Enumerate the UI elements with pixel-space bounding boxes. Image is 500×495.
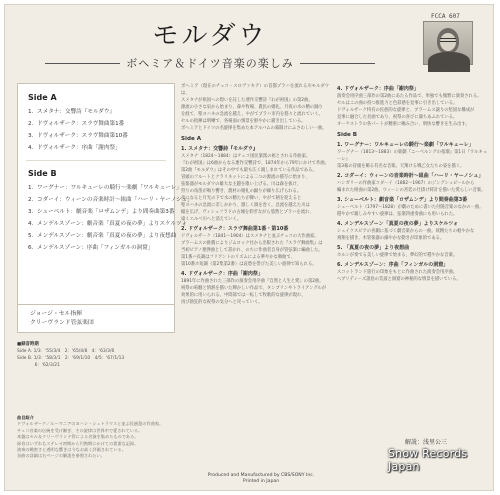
intro-line: スメタナが祖国への想いを託した連作交響詩『わが祖国』の第2曲。 [181,98,313,103]
side-b-label: Side B [28,169,57,178]
body-line: 幅を広げ、ヴィシェフラドの古城を仰ぎながら悠然とプラハを流れ、 [181,210,314,215]
notes-line: 本盤はセル＆クリーヴランド管による名演を集めたものである。 [17,434,139,440]
track-item: 4. ドヴォルザーク：序曲「謝肉祭」 [28,145,121,151]
track-item: 2. コダーイ：ウィーンの音楽時計〜組曲「ハーリ・ヤーノシュ」 [28,197,193,203]
catalog-number: FCCA 607 [431,13,460,20]
body-line: 飛翔を描き、木管楽器の細やかな動きが印象的である。 [337,236,445,241]
body-line: 冒頭のフルートとクラリネットによる二つの源流の描写に始まり、 [181,175,310,180]
side-a-label: Side A [28,93,57,102]
body-line: 見事に融合した名曲であり、祝祭の喜びに満ちあふれている。 [337,115,458,120]
store-watermark: Snow Records Japan [388,447,468,473]
intro-line: セルの指揮は明晰で、各場面の情景を鮮やかに描き出している。 [181,119,306,124]
track-item: 3. ドヴォルザーク：スラヴ舞曲第10番 [28,133,128,139]
liner-notes-sheet [4,4,494,491]
body-line: スメタナ（1824〜1884）はチェコ国民楽派の祖とされる作曲家。 [181,154,311,159]
body-line: ブラームスの推薦によりジムロック社から出版された『スラヴ舞曲集』は [181,241,323,246]
body-line: スコットランド旅行の印象をもとに作曲された演奏会用序曲。 [337,270,458,275]
body-line: 第10番ホ短調（第2集第2番）は哀愁を帯びた美しい旋律で知られる。 [181,262,317,267]
album-subtitle-text: ボヘミア＆ドイツ音楽の楽しみ [126,57,294,70]
body-line: 再び熱狂的な祝祭の気分へと戻っていく。 [181,300,263,305]
conductor-portrait [423,21,473,65]
body-line: ワーグナー（1813〜1883）の楽劇『ニーベルングの指環』第1日『ワルキューレ』 [337,150,487,162]
liner-notes-middle-column [181,83,329,463]
recording-line: Side A. 1/3：'55/3/4 2：'65/4/8 4：'63/3/6 [17,349,115,354]
body-line: 『わが祖国』は6曲からなる連作交響詩で、1874年から79年にかけて作曲。 [181,161,329,166]
body-line: 効果的に用いられる。中間部では一転して牧歌的な旋律が現れ、 [181,293,306,298]
body-line: 編まれた組曲の第2曲。ウィーンの宮廷の仕掛け時計を描いた愛らしい音楽。 [337,188,486,193]
body-line: 穏やかで親しみやすい旋律は、弦楽四重奏曲にも用いられた。 [337,212,458,217]
performer-credits [17,305,175,333]
notes-line: ドヴォルザーク／ルーマニアのヨハン・シュトラウスと並ぶ民族派の作曲家。 [17,421,164,427]
track-item: 4. メンデルスゾーン：劇音楽「真夏の夜の夢」よりスケルツォ [28,221,187,227]
body-line: シェイクスピアの喜劇に基づく劇音楽からの一曲。妖精たちの軽やかな [337,229,475,234]
body-line: ドヴォルザーク特有の民族的な旋律と、ブラームス譲りの堅固な構成が [337,108,475,113]
footer-line: Printed in Japan [242,479,280,484]
portrait-caption: ジョージ・セル [434,67,462,72]
body-line: ハンガリーの作曲家コダーイ（1882〜1967）のジングシュピールから [337,181,475,186]
liner-notes-right-column [337,83,487,428]
tracklist-box [17,83,193,305]
piece-heading: 5. 「真夏の夜の夢」より夜想曲 [337,245,410,251]
piece-heading: 3. シューベルト：劇音楽「ロザムンデ」より間奏曲第3番 [337,197,468,203]
notes-line: 録音はいずれもステレオ初期から円熟期にかけての貴重な記録。 [17,440,139,446]
subtitle-rule-left [45,63,120,64]
piece-heading: 4. ドヴォルザーク：序曲「謝肉祭」 [337,86,419,92]
side-a-heading: Side A [181,136,202,142]
track-item: 2. ドヴォルザーク：スラヴ舞曲第1番 [28,121,125,127]
conductor-credit: ジョージ・セル指揮 [30,311,82,317]
body-line: 祝祭の喧騒と情熱を描いた輝かしい作品で、タンブリンやトライアングルが [181,286,327,291]
album-subtitle [45,55,375,71]
body-line: 弦楽器がモルダウの雄大な主題を歌い上げる。川は森を抜け、 [181,182,301,187]
body-line: 第3幕の冒頭を飾る有名な音楽。天翔ける戦乙女たちの姿を描く。 [337,164,465,169]
track-item: 6. メンデルスゾーン：序曲「フィンガルの洞窟」 [28,245,154,251]
side-b-heading: Side B [337,132,357,138]
critic-credit: 解説：浅里公三 [405,439,448,446]
body-line: 遠くエルベ川へと消えていく。 [181,217,242,222]
body-line: 狩りの角笛が鳴り響き、農村の婚礼の踊りが繰り広げられる。 [181,189,302,194]
piece-heading: 4. メンデルスゾーン「真夏の夜の夢」よりスケルツォ [337,221,459,227]
piece-heading: 2. ドヴォルザーク：スラヴ舞曲第1番・第10番 [181,226,289,232]
body-line: 聖ヨハネの急流に差しかかり、激しく渦を巻く。急流を越えた川は [181,203,310,208]
piece-heading: 2. コダーイ：ウィーンの音楽時計〜組曲「ハーリ・ヤーノシュ」 [337,173,484,179]
piece-heading: 1. スメタナ：交響詩『モルダウ』 [181,146,258,152]
notes-header: 曲目紹介 [17,415,34,420]
body-line: 1891年に作曲された三部作の演奏会用序曲『自然と人生と愛』の第2曲。 [181,279,324,284]
composer-notes [17,415,175,460]
intro-line: 源流の小さな泉から始まり、森や牧場、農民の婚礼、月夜の水の精の踊り [181,105,323,110]
notes-line: チェコ音楽の伝統を受け継ぎ、その旋律は世界中で愛されている。 [17,427,143,433]
recording-header: ■録音時期 [17,342,39,347]
track-item: 1. ワーグナー：ワルキューレの騎行〜楽劇「ワルキューレ」 [28,185,182,191]
body-line: ドヴォルザーク（1841〜1904）はスメタナと並ぶチェコの大作曲家。 [181,234,319,239]
orchestra-credit: クリーヴランド管弦楽団 [30,320,94,326]
portrait-face [440,33,456,51]
track-item: 3. シューベルト：劇音楽「ロザムンデ」より間奏曲第3番 [28,209,175,215]
body-line: オーケストラの各パートが精密に噛み合い、明快な響きを生み出す。 [337,122,470,127]
album-title: モルダウ [152,21,268,51]
intro-line: を経て、聖ヨハネの急流を越え、やがてプラハ市内を悠々と流れていく。 [181,112,323,117]
intro-line: ボヘミアとドイツの名旋律を集めた本アルバムの幕開けにふさわしい一曲。 [181,126,327,131]
body-line: 第1番ハ長調はフリアントのリズムによる華やかな舞曲で、 [181,255,295,260]
recording-line: Side B. 1/3：'58/3/1 2：'69/1/10 4/5：'67/1/13 [17,356,125,361]
notes-line: 各曲の詳細は右ページの解説を参照されたい。 [17,453,105,459]
body-line: 当初ピアノ連弾曲として書かれ、のちに作曲者自身が管弦楽に編曲した。 [181,248,323,253]
recording-dates [17,341,175,369]
body-line: 夜になると月光の下で水の精たちが舞い、やがて朝を迎えると [181,196,302,201]
track-item: 1. スメタナ：交響詩『モルダウ』 [28,109,116,115]
recording-line: 6：'62/3/21 [17,363,60,368]
body-line: ホルンが奏でる美しい旋律で始まる、夢幻的で穏やかな音楽。 [337,253,458,258]
footer-line: Produced and Manufactured by CBS/SONY Inc. [207,473,315,478]
manufacturer-footer [181,473,341,485]
piece-heading: 1. ワーグナー：ワルキューレの騎行〜楽劇「ワルキューレ」 [337,142,474,148]
body-line: シューベルト（1797〜1828）が劇のために書いた付随音楽のなかの一曲。 [337,205,484,210]
body-line: 第2曲『モルダウ』はその中でも最も広く親しまれている作品である。 [181,168,317,173]
piece-heading: 6. メンデルスゾーン：序曲「フィンガルの洞窟」 [337,262,449,268]
intro-line: ボヘミア（現在のチェコ・スロヴァキア）の首都プラハを流れる川モルダウは、 [181,84,329,96]
track-item: 5. メンデルスゾーン：劇音楽「真夏の夜の夢」より夜想曲 [28,233,177,239]
notes-line: 演奏の緻密さと透明な響きは今なお高く評価されている。 [17,447,126,453]
subtitle-rule-right [300,63,375,64]
body-line: ヘブリディーズ諸島の荒波と洞窟の神秘的な情景を描いている。 [337,277,461,282]
body-line: 演奏会用序曲三部作の第2曲にあたる作品で、単独でも頻繁に演奏される。 [337,94,482,99]
piece-heading: 4. ドヴォルザーク：序曲「謝肉祭」 [181,271,263,277]
portrait-glasses [440,38,456,42]
body-line: セルはこの曲の持つ推進力と色彩感を見事に引き出している。 [337,101,458,106]
